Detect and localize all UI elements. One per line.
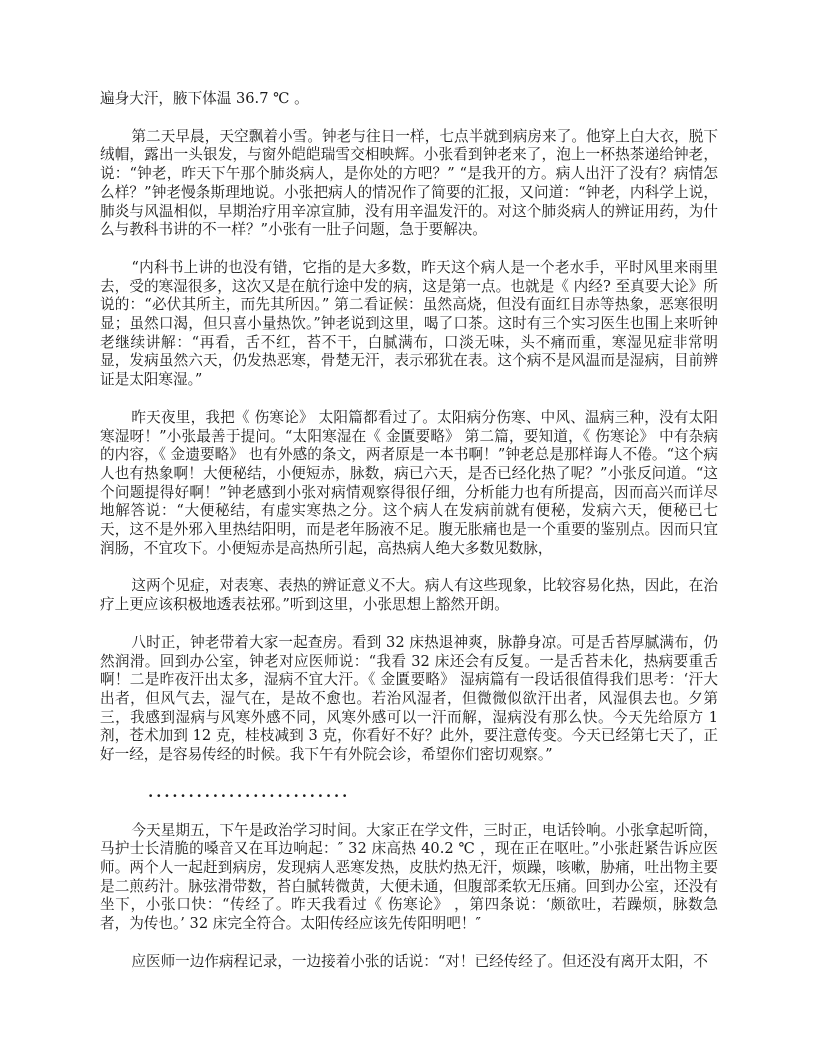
paragraph: 这两个见症，对表寒、表热的辨证意义不大。病人有这些现象，比较容易化热，因此，在治疗上更应该积极地透表祛邪。”听到这里，小张思想上豁然开朗。 xyxy=(100,577,718,614)
ellipsis-separator: ......................... xyxy=(148,783,351,801)
paragraph: 昨天夜里，我把《 伤寒论》 太阳篇都看过了。太阳病分伤寒、中风、温病三种，没有太阳寒湿呀！”小张最善于提问。“太阳寒湿在《 金匱要略》 第二篇，要知道，《 伤寒论》 中有杂病的内容，《 金遗要略》 也有外感的条文，两者原是一本书啊！”钟老总是那样诲人不倦。“这个病人也有热象啊！大便秘结，小便短赤，脉数，病已六天，是否已经化热了呢？”小张反问道。“这个问题提得好啊！”钟老感到小张对病情观察得很仔细，分析能力也有所提高，因而高兴而详尽地解答说：“大便秘结，有虚实寒热之分。这个病人在发病前就有便秘，发病六天，便秘已七天，这不是外邪入里热结阳明，而是老年肠液不足。腹无胀痛也是一个重要的鉴别点。因而只宜润肠，不宜攻下。小便短赤是高热所引起，高热病人绝大多数见数脉， xyxy=(100,408,718,557)
paragraph: 应医师一边作病程记录，一边接着小张的话说：“对！已经传经了。但还没有离开太阳，不 xyxy=(131,952,708,970)
paragraph: “内科书上讲的也没有错，它指的是大多数，昨天这个病人是一个老水手，平时风里来雨里去，受的寒湿很多，这次又是在航行途中发的病，这是第一点。也就是《 内经? 至真要大论》所说的：“必伏其所主，而先其所因。” 第二看证候：虽然高烧，但没有面红目赤等热象，恶寒很明显；虽然口渴，但只喜小量热饮。”钟老说到这里，喝了口茶。这时有三个实习医生也围上来听钟老继续讲解：“再看，舌不红，苔不干，白腻满布，口淡无味，头不痛而重，寒湿见症非常明显，发病虽然六天，仍发热恶寒，骨楚无汗，表示邪犹在表。这个病不是风温而是湿病，目前辨证是太阳寒湿。” xyxy=(100,258,718,389)
document-body-text xyxy=(100,90,718,990)
paragraph: 第二天早晨，天空飘着小雪。钟老与往日一样，七点半就到病房来了。他穿上白大衣，脱下绒帽，露出一头银发，与窗外皑皑瑞雪交相映辉。小张看到钟老来了，泡上一杯热茶递给钟老，说：“钟老，昨天下午那个肺炎病人，是你处的方吧？” “是我开的方。病人出汗了没有？病情怎么样？”钟老慢条斯理地说。小张把病人的情况作了简要的汇报，又问道：“钟老，内科学上说，肺炎与风温相似，早期治疗用辛凉宣肺，没有用辛温发汗的。对这个肺炎病人的辨证用药，为什么与教科书讲的不一样？”小张有一肚子问题，急于要解决。 xyxy=(100,127,718,239)
paragraph: 今天星期五，下午是政治学习时间。大家正在学文件，三时正，电话铃响。小张拿起听筒，马护士长清脆的嗓音又在耳边响起：″ 32 床高热 40.2 ℃ ，现在正在呕吐。”小张赶紧告诉应医师。两个人一起赶到病房，发现病人恶寒发热，皮肤灼热无汗，烦躁，咳嗽，胁痛，吐出物主要是二煎药汁。脉弦滑带数，苔白腻转微黄，大便未通，但腹部柔软无压痛。回到办公室，还没有坐下，小张口快：“传经了。昨天我看过《 伤寒论》 ，第四条说：‘颇欲吐，若躁烦，脉数急者，为传也。’ 32 床完全符合。太阳传经应该先传阳明吧！″ xyxy=(100,821,718,933)
paragraph: 八时正，钟老带着大家一起查房。看到 32 床热退神爽，脉静身凉。可是舌苔厚腻满布，仍然润滑。回到办公室，钟老对应医师说：“我看 32 床还会有反复。一是舌苔未化，热病要重舌啊！二是昨夜汗出太多，湿病不宜大汗。《 金匱要略》 湿病篇有一段话很值得我们思考：‘汗大出者，但风气去，湿气在，是故不愈也。若治风湿者，但微微似欲汗出者，风湿俱去也。夕第三，我感到湿病与风寒外感不同，风寒外感可以一汗而解，湿病没有那么快。今天先给原方 1 剂，苍术加到 12 克，桂枝减到 3 克，你看好不好？此外，要注意传变。今天已经第七天了，正好一经，是容易传经的时候。我下午有外院会诊，希望你们密切观察。” xyxy=(100,633,718,764)
paragraph: 遍身大汗，腋下体温 36.7 ℃ 。 xyxy=(100,90,309,107)
